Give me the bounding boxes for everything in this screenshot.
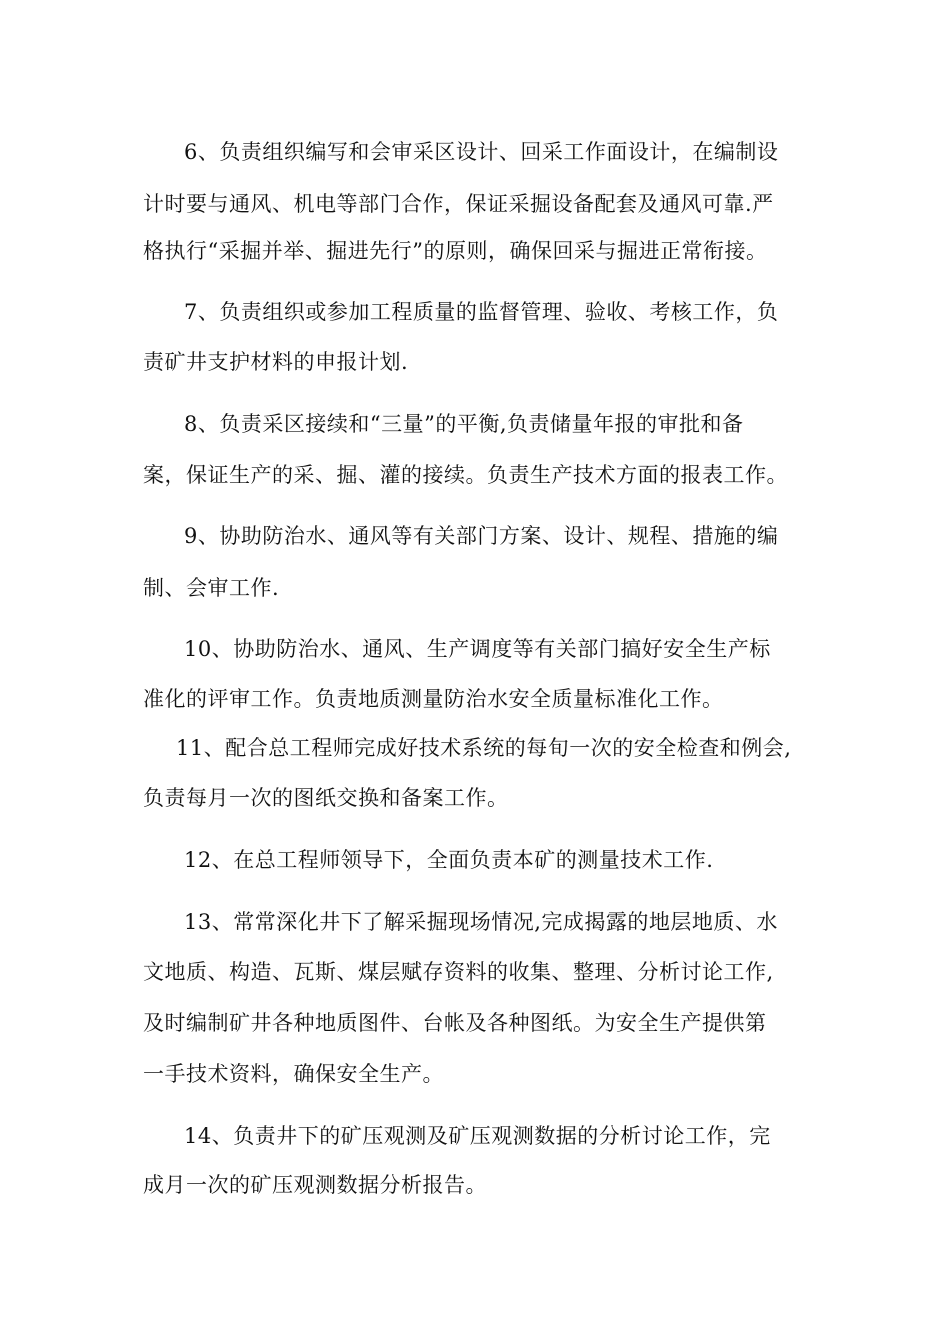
text-line: 12、在总工程师领导下，全面负责本矿的测量技术工作.	[184, 848, 714, 872]
text-line: 责矿井支护材料的申报计划.	[143, 350, 409, 374]
text-line: 14、负责井下的矿压观测及矿压观测数据的分析讨论工作，完	[184, 1124, 771, 1148]
text-line: 文地质、构造、瓦斯、煤层赋存资料的收集、整理、分析讨论工作,	[143, 960, 774, 984]
text-line: 准化的评审工作。负责地质测量防治水安全质量标准化工作。	[143, 687, 724, 711]
text-line: 计时要与通风、机电等部门合作，保证采掘设备配套及通风可靠.严	[143, 192, 774, 216]
text-line: 11、配合总工程师完成好技术系统的每旬一次的安全检查和例会,	[176, 736, 792, 760]
text-line: 制、会审工作.	[143, 576, 280, 600]
text-line: 8、负责采区接续和“三量”的平衡,负责储量年报的审批和备	[184, 412, 744, 436]
text-line: 7、负责组织或参加工程质量的监督管理、验收、考核工作，负	[184, 300, 779, 324]
text-line: 10、协助防治水、通风、生产调度等有关部门搞好安全生产标	[184, 637, 771, 661]
text-line: 及时编制矿井各种地质图件、台帐及各种图纸。为安全生产提供第	[143, 1011, 767, 1035]
text-line: 6、负责组织编写和会审采区设计、回采工作面设计，在编制设	[184, 140, 779, 164]
text-line: 案，保证生产的采、掘、灌的接续。负责生产技术方面的报表工作。	[143, 463, 788, 487]
text-line: 成月一次的矿压观测数据分析报告。	[143, 1173, 487, 1197]
text-line: 格执行“采掘并举、掘进先行”的原则，确保回采与掘进正常衔接。	[143, 239, 768, 263]
text-line: 一手技术资料，确保安全生产。	[143, 1062, 444, 1086]
text-line: 9、协助防治水、通风等有关部门方案、设计、规程、措施的编	[184, 524, 779, 548]
text-line: 负责每月一次的图纸交换和备案工作。	[143, 786, 509, 810]
text-line: 13、常常深化井下了解采掘现场情况,完成揭露的地层地质、水	[184, 910, 778, 934]
